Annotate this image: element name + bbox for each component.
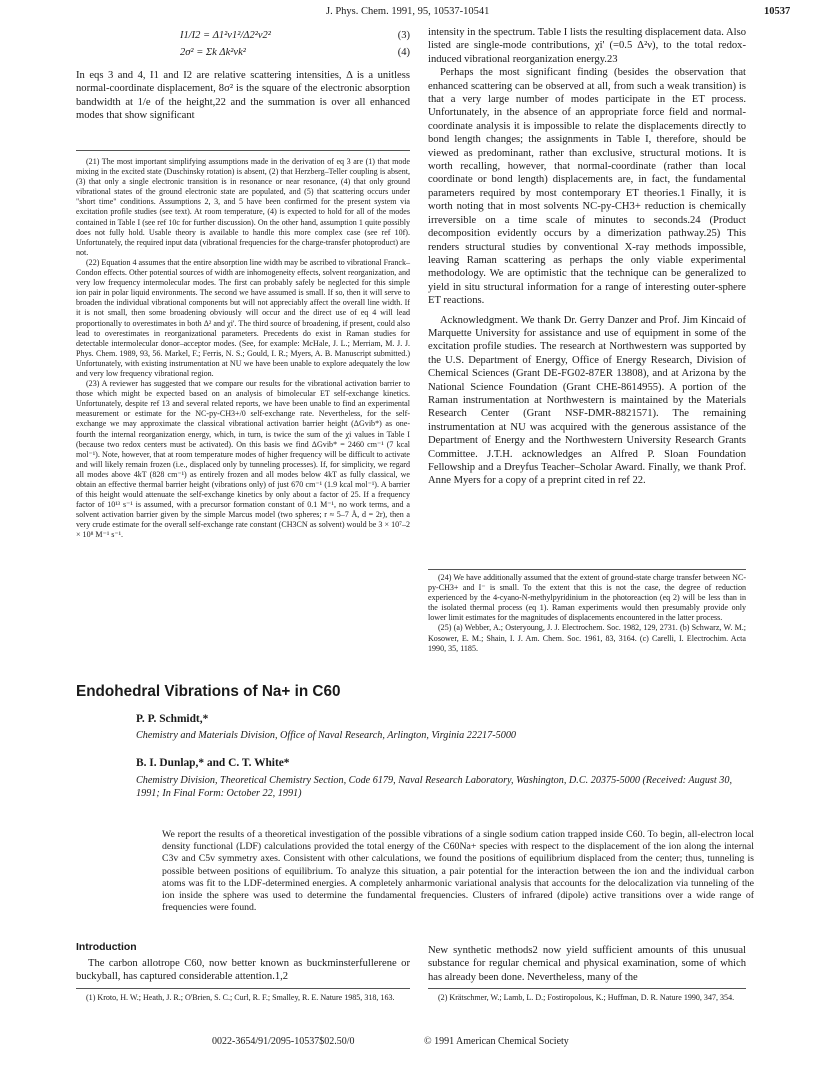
footnote-22: (22) Equation 4 assumes that the entire absorption line width may be ascribed to vibrational Franck–Condon effects. Other potential sources of width are inhomogeneity effects, solvent reorganization, and very low frequency intermolecular modes. The first can probably safely be neglected for this simple ion pair in polar liquid environments. The second we have assumed is small. If so, then it will serve to broaden the individual vibrational components but will not appreciably affect the overall line width. If it is not small, then some broadening obviously will occur and the direct use of eq 4 will lead proportionally to overestimates in both Δ² and χi'. The third source of broadening, if present, could also lead to overestimates in reorganizational parameters. Precedents do exist in Raman studies for detectable intermolecular donor–acceptor modes. (See, for example: McHale, J. L.; Merriam, M. J. J. Phys. Chem. 1989, 93, 56. Markel, F.; Ferris, N. S.; Gould, I. R.; Myers, A. B. Manuscript submitted.) Unfortunately, with existing instrumentation at NU we have been unable to explore adequately the low and very low frequency vibrational region. [76,257,410,378]
abstract: We report the results of a theoretical investigation of the possible vibrations of a single sodium cation trapped inside C60. To begin, all-electron local density functional (LDF) calculations provided the total energy of the C60Na+ species with respect to the displacement of the ion along the internal C3v and C5v symmetry axes. Consistent with other calculations, we found the positions of equilibrium displaced from the center; thus, tunneling is possible between positions of equilibrium. To analyze this situation, a pair potential for the interaction between the ion and the individual carbon atoms was fit to the LDF-determined energies. A completely anharmonic variational analysis that accounts for the delocalization via tunneling of the ion inside the sphere was used to determine the fundamental frequencies. Clusters of infrared (dipole) active transitions over a wide range of frequencies were found. [162,829,754,914]
footnote-21: (21) The most important simplifying assumptions made in the derivation of eq 3 are (1) that mode mixing in the excited state (Duschinsky rotation) is absent, (2) that Herzberg–Teller coupling is absent, (3) that only a single electronic transition is in resonance or near resonance, (4) that only ground vibrational states of the ground electronic state are populated, and (5) that scattering occurs under "short time" conditions. Assumptions 2, 3, and 5 have been confirmed for the present system via excitation profile studies (see text). At room temperature, (4) is expected to hold for all of the modes contained in Table I (see ref 10c for further discussion). On the other hand, assumption 1 quite possibly does not fully hold. Usable theory is available to handle this more complex case (see ref 10f). Unfortunately, the required input data (vibrational frequencies for the charge-transfer photoproduct) are not. [76,157,410,257]
equation-expression: 2σ² = Σk Δk²νk² [180,47,246,58]
article-title: Endohedral Vibrations of Na+ in C60 [76,683,341,700]
equation-number: (3) [397,30,410,41]
paragraph: intensity in the spectrum. Table I lists the resulting displacement data. Also listed are single-mode contributions, χi' (=0.5 Δ²ν), to the total redox-induced vibrational reorganization energy.23 [428,27,746,65]
journal-citation: J. Phys. Chem. 1991, 95, 10537-10541 [326,6,490,17]
page-number: 10537 [764,6,791,17]
footnote-2: (2) Krätschmer, W.; Lamb, L. D.; Fostiropolous, K.; Huffman, D. R. Nature 1990, 347, 354. [438,993,735,1002]
right-footnotes [428,573,746,654]
intro-left-text: The carbon allotrope C60, now better known as buckminsterfullerene or buckyball, has captured considerable attention.1,2 [76,958,410,983]
footnote-divider [428,569,746,570]
equation-expression: I1/I2 = Δ1²ν1²/Δ2²ν2² [180,30,271,41]
copyright: © 1991 American Chemical Society [424,1036,569,1047]
left-footnotes [76,157,410,541]
paragraph: In eqs 3 and 4, I1 and I2 are relative scattering intensities, Δ is a unitless normal-coordinate displacement, 8σ² is the square of the electronic absorption bandwidth at 1/e of the height,22 and the summation is over all enhanced modes that show significant [76,70,410,122]
footnote-divider [76,988,410,989]
footnote-1: (1) Kroto, H. W.; Heath, J. R.; O'Brien, S. C.; Curl, R. F.; Smalley, R. E. Nature 1985, 318, 163. [86,993,395,1002]
equation-4 [100,47,410,64]
article-code: 0022-3654/91/2095-10537$02.50/0 [212,1036,355,1047]
author-line-1: P. P. Schmidt,* [136,713,209,725]
equation-number: (4) [397,47,410,58]
paragraph: Perhaps the most significant finding (besides the observation that enhanced scattering can be observed at all, from such a weak transition) is that a very large number of modes participate in the ET process. Unfortunately, in the absence of an appropriate force field and normal-coordinate analysis it is impossible to relate the displacements directly to bond length changes; the assignments in Table I, therefore, should be viewed as predominant, rather than exclusive, structural motions. It is worth recalling, however, that normal-coordinate (rather than local coordinate or bond length) displacements are, in fact, the fundamental parameters required by most contemporary ET theories.1 Finally, it is worth noting that in most solvents NC-py-CH3+ reduction is chemically irreversible on a time scale of minutes to seconds.24 (Product decomposition evidently occurs by a dimerization pathway.25) This renders structural studies by conventional X-ray methods impossible, leaving Raman scattering as perhaps the only viable experimental methodology. We are optimistic that the technique can be generalized to yield in situ structural information for a range of interesting outer-sphere ET reactions. [428,67,746,307]
section-heading: Introduction [76,942,137,953]
equation-3 [100,30,410,47]
footnote-divider [76,150,410,151]
affiliation-1: Chemistry and Materials Division, Office of Naval Research, Arlington, Virginia 22217-5000 [136,730,517,741]
left-column-text [76,69,410,123]
equation-block [100,30,410,64]
acknowledgment: Acknowledgment. We thank Dr. Gerry Danzer and Prof. Jim Kincaid of Marquette University for assistance and use of equipment in some of the excitation profile studies. The research at Northwestern was supported by the U.S. Department of Energy, Office of Energy Research, Division of Chemical Sciences (Grant DE-FG02-87ER 13808), and at Arizona by the National Science Foundation (Grant CHE-8614955). A portion of the Raman instrumentation at Northwestern is maintained by the Materials Research Center (Grant NSF-DMR-8821571). The remaining instrumentation at NU was acquired with the generous assistance of the Department of Energy and the Northwestern University Research Grants Committee. J.T.H. acknowledges an Alfred P. Sloan Foundation Fellowship and a Dreyfus Teacher–Scholar Award. Finally, we thank Prof. Anne Myers for a copy of a preprint cited in ref 22. [428,314,746,487]
author-line-2: B. I. Dunlap,* and C. T. White* [136,757,290,769]
footnote-24: (24) We have additionally assumed that the extent of ground-state charge transfer between NC-py-CH3+ and I⁻ is small. To the extent that this is not the case, the degree of reduction experienced by the 4-cyano-N-methylpyridinium in the photoreaction (eq 2) will be less than in the isolated thermal process (eq 1). Raman experiments would then presumably provide only lower limit estimates for the magnitudes of displacements encountered in the latter process. [428,573,746,623]
affiliation-2: Chemistry Division, Theoretical Chemistry Section, Code 6179, Naval Research Laboratory, Washington, D.C. 20375-5000 (Received: August 30, 1991; In Final Form: October 22, 1991) [136,775,732,799]
footnote-23: (23) A reviewer has suggested that we compare our results for the vibrational activation barrier to those which might be expected based on an analysis of bimolecular ET self-exchange kinetics. Unfortunately, despite ref 13 and several related reports, we have been unable to find an experimental measurement or estimate for the NC-py-CH3+/0 self-exchange rate. Nevertheless, for the self-exchange we may approximate the classical vibrational activation barrier height (ΔGvib*) as one-fourth the internal reorganization energy, which, in turn, is twice the sum of the χi values in Table I (because two redox centers must be activated). On this basis we find ΔGvib* = 2460 cm⁻¹ (7 kcal mol⁻¹). Note, however, that at room temperature modes of higher frequency will be difficult to activate and will likely remain frozen (i.e., displaced only by tunneling processes). If, for simplicity, we regard all modes above 4kT (828 cm⁻¹) as entirely frozen and all modes below 4kT as fully classical, we obtain an effective thermal barrier height (vibrations only) of just 670 cm⁻¹ (1.9 kcal mol⁻¹). A barrier of this height would attenuate the self-exchange kinetics by only about a factor of 25. If a frequency factor of 10¹³ s⁻¹ is assumed, with a precursor formation constant of 0.1 M⁻¹, no work terms, and a solvent activation barrier given by the simple Marcus model (two spheres; r ≈ 5–7 Å, d = 2r), then a very crude estimate for the overall self-exchange rate constant (CH3CN as solvent) would be 3 × 10⁷–2 × 10⁸ M⁻¹ s⁻¹. [76,379,410,540]
footnote-25: (25) (a) Webber, A.; Osteryoung, J. J. Electrochem. Soc. 1982, 129, 2731. (b) Schwarz, W. M.; Kosower, E. M.; Shain, I. J. Am. Chem. Soc. 1961, 83, 3164. (c) Carelli, I. Electrochim. Acta 1990, 35, 1185. [428,623,746,653]
intro-right-text: New synthetic methods2 now yield sufficient amounts of this unusual substance for regular chemical and physical examination, some of which has already been done. Nevertheless, many of the [428,945,746,983]
right-column-text [428,26,746,488]
footnote-divider [428,988,746,989]
